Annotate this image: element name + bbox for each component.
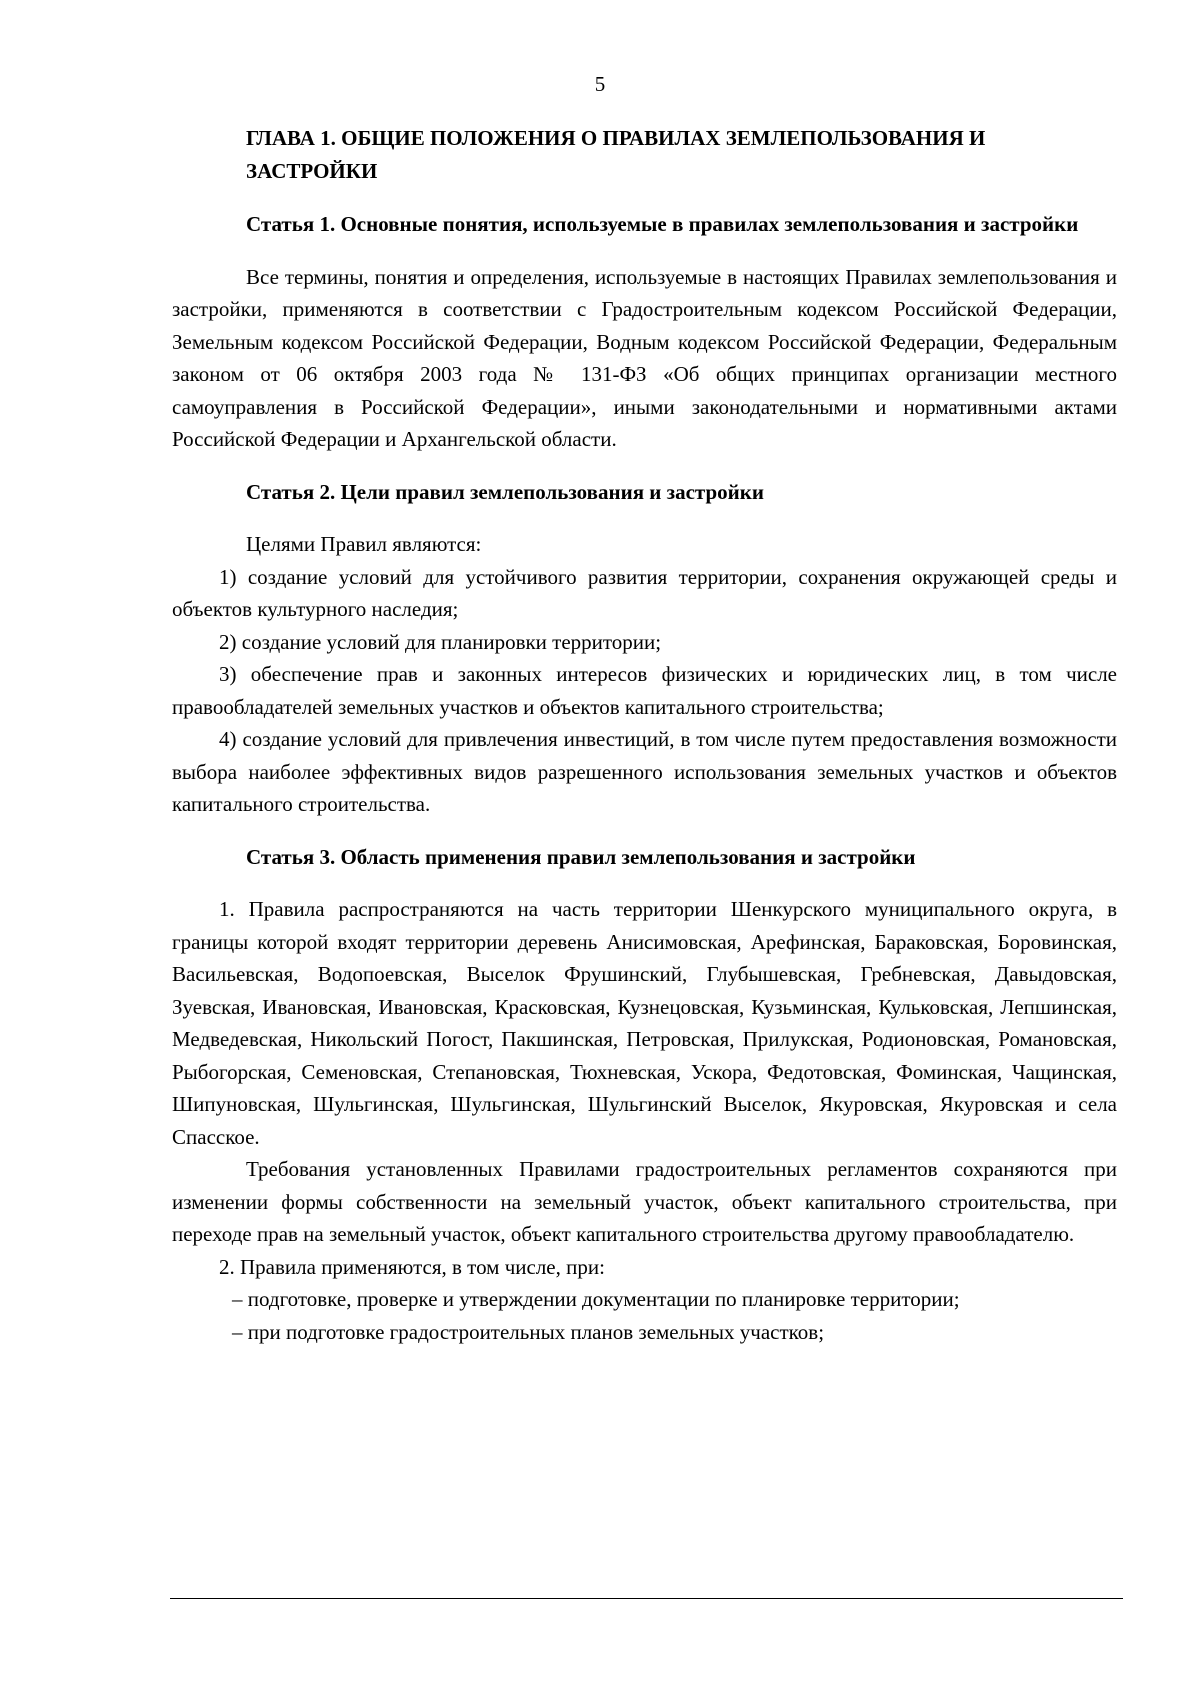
article-2-item-1: 1) создание условий для устойчивого развития территории, сохранения окружающей среды и объектов культурного наследия; bbox=[172, 564, 1117, 621]
article-2-item-4: 4) создание условий для привлечения инвестиций, в том числе путем предоставления возможности выбора наиболее эффективных видов разрешенного использования земельных участков и объектов капитального строительства. bbox=[172, 727, 1117, 816]
article-1-title: Статья 1. Основные понятия, используемые в правилах землепользования и застройки bbox=[246, 212, 1079, 236]
article-2-item-3: 3) обеспечение прав и законных интересов физических и юридических лиц, в том числе правообладателей земельных участков и объектов капитального строительства; bbox=[172, 662, 1117, 719]
list-item: – подготовке, проверке и утверждении документации по планировке территории; bbox=[232, 1287, 960, 1311]
article-3-paragraph-1: 1. Правила распространяются на часть территории Шенкурского муниципального округа, в границы которой входят территории деревень Анисимовская, Арефинская, Бараковская, Боровинская, Васильевская, Водопоевская, Выселок Фрушинский, Глубышевская, Гребневская, Давыдовская, Зуевская, Ивановская, Ивановская, Красковская, Кузнецовская, Кузьминская, Кульковская, Лепшинская, Медведевская, Никольский Погост, Пакшинская, Петровская, Прилукская, Родионовская, Романовская, Рыбогорская, Семеновская, Степановская, Тюхневская, Ускора, Федотовская, Фоминская, Чащинская, Шипуновская, Шульгинская, Шульгинская, Шульгинский Выселок, Якуровская, Якуровская и села Спасское. bbox=[172, 897, 1117, 1149]
article-2-item-2: 2) создание условий для планировки территории; bbox=[219, 629, 662, 654]
article-2-intro: Целями Правил являются: bbox=[246, 532, 482, 556]
list-item: – при подготовке градостроительных планов земельных участков; bbox=[232, 1319, 825, 1344]
article-1-paragraph: Все термины, понятия и определения, используемые в настоящих Правилах землепользования и застройки, применяются в соответствии с Градостроительным кодексом Российской Федерации, Земельным кодексом Российской Федерации, Водным кодексом Российской Федерации, Федеральным законом от 06 октября 2003 года № 131-ФЗ «Об общих принципах организации местного самоуправления в Российской Федерации», иными законодательными и нормативными актами Российской Федерации и Архангельской области. bbox=[172, 264, 1117, 451]
page-number: 5 bbox=[594, 72, 606, 96]
article-3-title: Статья 3. Область применения правил землепользования и застройки bbox=[246, 844, 916, 869]
chapter-title: ГЛАВА 1. ОБЩИЕ ПОЛОЖЕНИЯ О ПРАВИЛАХ ЗЕМЛЕПОЛЬЗОВАНИЯ И ЗАСТРОЙКИ bbox=[246, 126, 986, 183]
article-2-title: Статья 2. Цели правил землепользования и застройки bbox=[246, 479, 764, 504]
article-3-paragraph-3: 2. Правила применяются, в том числе, при: bbox=[219, 1254, 605, 1279]
article-3-paragraph-2: Требования установленных Правилами градостроительных регламентов сохраняются при изменении формы собственности на земельный участок, объект капитального строительства, при переходе прав на земельный участок, объект капитального строительства другому правообладателю. bbox=[172, 1157, 1117, 1246]
article-3-dash-list bbox=[172, 1283, 1117, 1348]
footer-divider bbox=[170, 1598, 1123, 1599]
document-body bbox=[172, 122, 1117, 1348]
